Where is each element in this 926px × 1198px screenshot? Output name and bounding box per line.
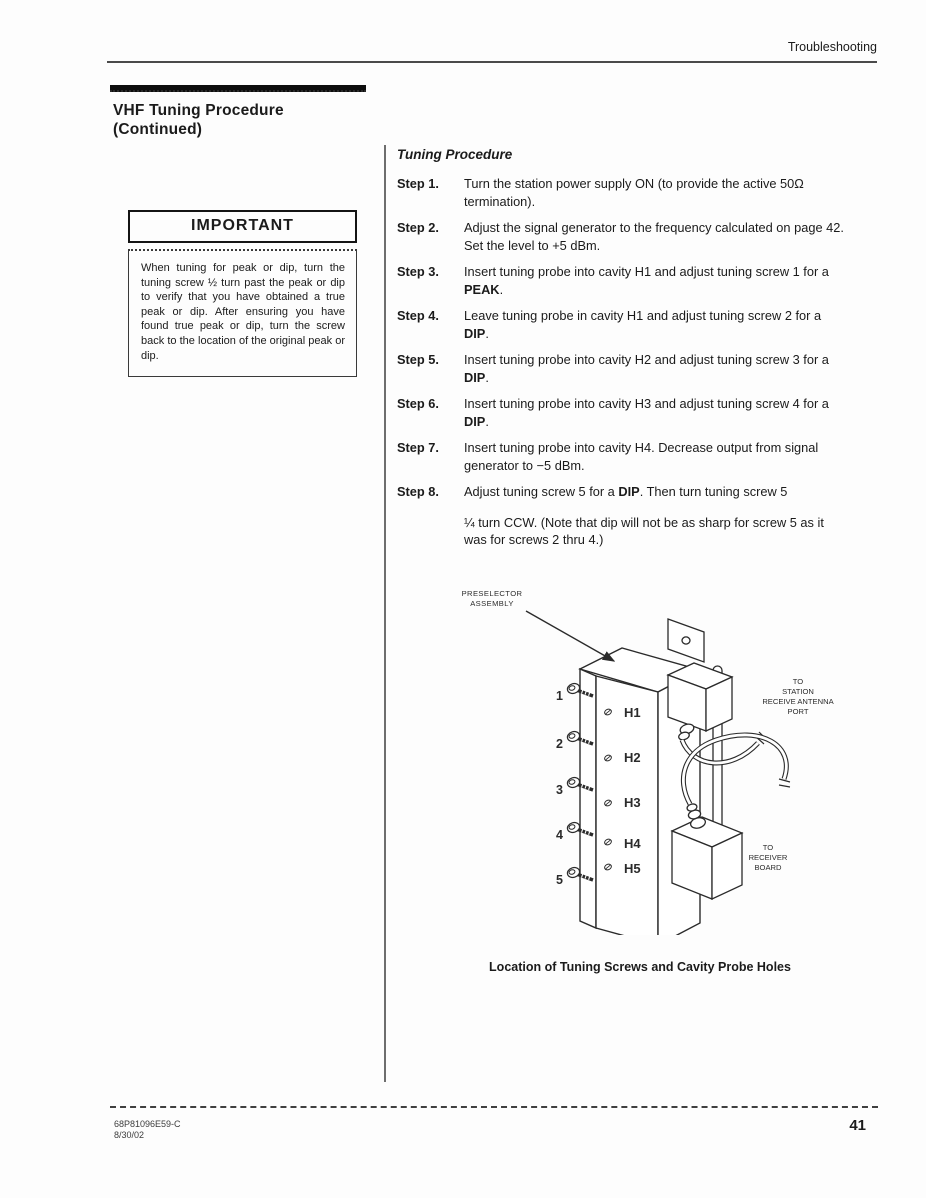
svg-text:PRESELECTOR: PRESELECTOR: [461, 589, 523, 598]
step-row: [397, 439, 867, 474]
running-header: Troubleshooting: [787, 40, 877, 54]
step-text: [464, 351, 846, 386]
screw-number-label: 2: [556, 737, 563, 751]
screw-number-label: 5: [556, 873, 563, 887]
step-text: [464, 439, 846, 474]
footer-doc-number: 68P81096E59-C: [114, 1119, 181, 1129]
figure-caption: Location of Tuning Screws and Cavity Probe Holes: [489, 960, 791, 974]
step-text: [464, 263, 846, 298]
section-title-line2: (Continued): [113, 121, 203, 138]
header-rule: [107, 61, 877, 63]
step-text-segment: Adjust the signal generator to the frequency calculated on page 42. Set the level to +5 dBm.: [464, 220, 844, 253]
step-text-segment: Leave tuning probe in cavity H1 and adjust tuning screw 2 for a: [464, 308, 822, 323]
step-text-para2: ¼ turn CCW. (Note that dip will not be as sharp for screw 5 as it was for screws 2 thru 4.): [464, 514, 824, 547]
section-title-line1: VHF Tuning Procedure: [113, 102, 284, 119]
svg-text:RECEIVE ANTENNA: RECEIVE ANTENNA: [762, 697, 834, 706]
important-box-body: When tuning for peak or dip, turn the tuning screw ½ turn past the peak or dip to verify that you have obtained a true peak or dip. After ensuring you have found true peak or dip, turn the screw back to the location of the original peak or dip.: [128, 249, 357, 377]
footer-date: 8/30/02: [114, 1130, 145, 1140]
screw-number-label: 4: [556, 828, 563, 842]
preselector-assembly-label: [462, 589, 523, 608]
callout-arrow-icon: [526, 611, 614, 661]
svg-text:BOARD: BOARD: [754, 863, 782, 872]
step-row: [397, 219, 867, 254]
screw-number-label: 3: [556, 783, 563, 797]
step-text-segment: Turn the station power supply ON (to provide the active 50Ω termination).: [464, 176, 804, 209]
important-box: [128, 210, 357, 377]
mounting-bracket: [668, 619, 704, 662]
step-label: Step 2.: [397, 220, 439, 235]
svg-text:STATION: STATION: [782, 687, 814, 696]
step-label: Step 1.: [397, 176, 439, 191]
step-text-segment: .: [485, 325, 489, 341]
step-text-segment: Insert tuning probe into cavity H4. Decrease output from signal generator to −5 dBm.: [464, 440, 819, 473]
column-divider: [384, 145, 386, 1082]
important-box-title: IMPORTANT: [128, 210, 357, 243]
step-label: Step 4.: [397, 308, 439, 323]
step-row: [397, 483, 867, 549]
step-row: [397, 307, 867, 342]
step-text: [464, 219, 846, 254]
step-text: [464, 483, 846, 549]
step-text-segment: Insert tuning probe into cavity H2 and adjust tuning screw 3 for a: [464, 352, 829, 367]
step-label: Step 3.: [397, 264, 439, 279]
step-text-segment: . Then turn tuning screw 5: [639, 484, 788, 499]
step-label: Step 6.: [397, 396, 439, 411]
svg-text:TO: TO: [792, 677, 804, 686]
step-row: [397, 351, 867, 386]
step-row: [397, 395, 867, 430]
step-text: [464, 307, 846, 342]
cavity-label: H2: [624, 750, 641, 765]
page-number: 41: [849, 1117, 866, 1134]
svg-text:TO: TO: [762, 843, 774, 852]
step-text-para1: [464, 483, 846, 501]
step-text-segment: Insert tuning probe into cavity H3 and adjust tuning screw 4 for a: [464, 396, 829, 411]
step-label: Step 8.: [397, 484, 439, 499]
receiver-board-label: [749, 843, 788, 872]
step-text-segment: .: [485, 413, 489, 429]
procedure-title: Tuning Procedure: [397, 147, 513, 162]
figure-diagram: [430, 583, 890, 935]
step-text-bold: DIP: [464, 413, 486, 429]
step-text-bold: DIP: [618, 484, 640, 499]
svg-text:ASSEMBLY: ASSEMBLY: [470, 599, 514, 608]
step-text: [464, 395, 846, 430]
step-text: [464, 175, 846, 210]
step-text-bold: DIP: [464, 325, 486, 341]
procedure-column: [397, 147, 867, 558]
section-title-bar: [110, 85, 366, 92]
step-text-bold: PEAK: [464, 281, 500, 297]
antenna-port-label: [762, 677, 834, 716]
step-text-segment: .: [485, 369, 489, 385]
section-title: [113, 101, 284, 139]
cavity-label: H3: [624, 795, 641, 810]
cavity-label: H5: [624, 861, 641, 876]
step-text-bold: DIP: [464, 369, 486, 385]
step-row: [397, 175, 867, 210]
step-text-segment: .: [499, 281, 504, 297]
step-text-segment: Insert tuning probe into cavity H1 and adjust tuning screw 1 for a: [464, 264, 829, 279]
screw-number-label: 1: [556, 689, 563, 703]
svg-text:PORT: PORT: [787, 707, 809, 716]
svg-text:RECEIVER: RECEIVER: [748, 853, 788, 862]
cavity-label: H4: [624, 836, 641, 851]
cavity-label: H1: [624, 705, 641, 720]
step-label: Step 5.: [397, 352, 439, 367]
step-row: [397, 263, 867, 298]
footer-rule: [110, 1106, 878, 1108]
step-text-segment: Adjust tuning screw 5 for a: [464, 484, 619, 499]
step-label: Step 7.: [397, 440, 439, 455]
